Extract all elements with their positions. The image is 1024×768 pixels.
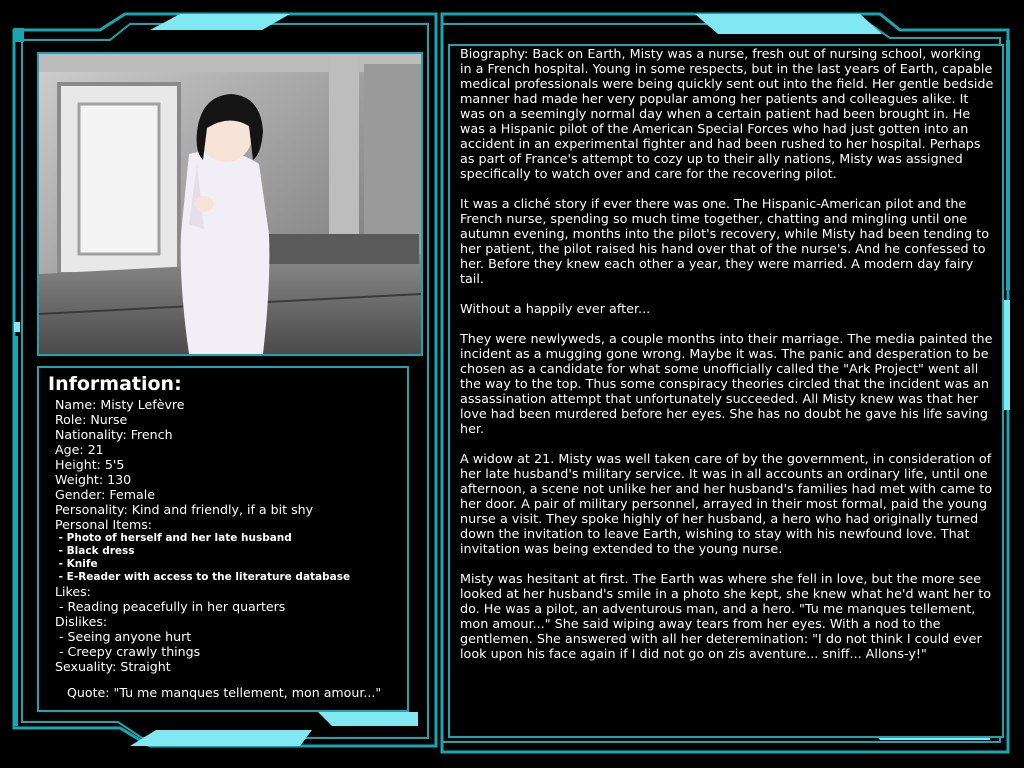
info-nationality: Nationality: French <box>55 427 173 442</box>
character-portrait <box>37 52 423 356</box>
biography-paragraph: Biography: Back on Earth, Misty was a nurse, fresh out of nursing school, working in a French hospital. Young in some respects, but in the last years of Earth, capable medical professionals were being quickly sent out into the field. Her gentle bedside manner had made her very popular among her patients and colleagues alike. It was on a seemingly normal day when a certain patient had been brought in. He was a Hispanic pilot of the American Special Forces who had just gotten into an accident in an experimental fighter and had been rushed to her hospital. Perhaps as part of France's attempt to cozy up to their ally nations, Misty was assigned specifically to watch over and care for the recovering pilot. <box>460 47 994 182</box>
info-personal-items-label: Personal Items: <box>55 517 153 532</box>
info-height: Height: 5'5 <box>55 457 125 472</box>
personal-item: - Black dress <box>55 545 135 557</box>
info-weight: Weight: 130 <box>55 472 132 487</box>
info-quote: Quote: "Tu me manques tellement, mon amour..." <box>67 685 382 700</box>
info-likes-label: Likes: <box>55 584 91 599</box>
biography-panel <box>448 44 1004 738</box>
personal-item: - E-Reader with access to the literature database <box>55 571 351 583</box>
personal-item: - Knife <box>55 558 98 570</box>
personal-item: - Photo of herself and her late husband <box>55 532 292 544</box>
biography-paragraph: They were newlyweds, a couple months into their marriage. The media painted the incident as a mugging gone wrong. Maybe it was. The panic and desperation to be chosen as a candidate for what some unofficially called the "Ark Project" went all the way to the top. Thus some conspiracy theories circled that the incident was an assassination attempt that unfortunately succeeded. All Misty knew was that her love had been murdered before her eyes. She has no doubt he gave his life saving her. <box>460 332 993 437</box>
info-dislikes-label: Dislikes: <box>55 614 108 629</box>
biography-paragraph: It was a cliché story if ever there was one. The Hispanic-American pilot and the French nurse, spending so much time together, chatting and mingling until one autumn evening, months into the pilot's recovery, while Misty had been tending to her patient, the pilot raised his hand over that of the nurse's. And he confessed to her. Before they knew each other a year, they were married. A modern day fairy tail. <box>460 197 990 287</box>
info-role: Role: Nurse <box>55 412 128 427</box>
info-title: Information: <box>48 373 182 395</box>
like-item: - Reading peacefully in her quarters <box>55 599 286 614</box>
info-sexuality: Sexuality: Straight <box>55 659 171 674</box>
portrait-image <box>39 54 421 354</box>
biography-paragraph: Without a happily ever after... <box>460 302 651 317</box>
info-age: Age: 21 <box>55 442 104 457</box>
dislike-item: - Creepy crawly things <box>55 644 201 659</box>
info-name: Name: Misty Lefèvre <box>55 397 185 412</box>
biography-paragraph: Misty was hesitant at first. The Earth was where she fell in love, but the more see looked at her husband's smile in a photo she kept, she knew what he'd want her to do. He was a pilot, an adventurous man, and a hero. "Tu me manques tellement, mon amour..." She said wiping away tears from her eyes. With a nod to the gentlemen. She answered with all her deteremination: "I do not think I could ever look upon his face again if I did not go on zis aventure... sniff... Allons-y!" <box>460 572 991 662</box>
information-panel <box>37 366 409 712</box>
dislike-item: - Seeing anyone hurt <box>55 629 192 644</box>
biography-text <box>460 47 996 662</box>
info-personality: Personality: Kind and friendly, if a bit shy <box>55 502 314 517</box>
biography-paragraph: A widow at 21. Misty was well taken care of by the government, in consideration of her late husband's military service. It was in all accounts an ordinary life, until one afternoon, a scene not unlike her and her husband's families had met with came to her door. A pair of military personnel, arrayed in their most formal, paid the young nurse a visit. They spoke highly of her husband, a hero who had originally turned down the invitation to leave Earth, wishing to stay with his newfound love. That invitation was being extended to the young nurse. <box>460 452 993 557</box>
info-list <box>55 397 405 674</box>
info-gender: Gender: Female <box>55 487 155 502</box>
